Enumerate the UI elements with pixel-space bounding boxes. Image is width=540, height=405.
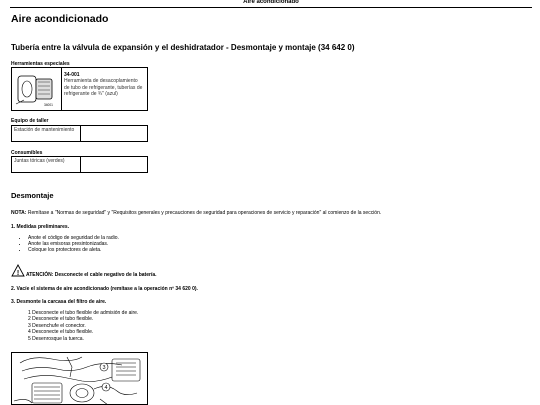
tool-description-cell xyxy=(64,72,144,97)
special-tools-label: Herramientas especiales xyxy=(11,61,70,67)
special-tools-table xyxy=(11,67,148,111)
engine-bay-illustration xyxy=(12,353,148,405)
list-item: 5 Desenrosque la tuerca. xyxy=(28,335,84,342)
warning-text: ATENCIÓN: Desconecte el cable negativo de la batería. xyxy=(26,272,157,278)
tool-number: 34-001 xyxy=(64,72,80,78)
list-item: 3 Desenchufe el conector. xyxy=(28,322,86,329)
list-item: • Anote el código de seguridad de la radio. xyxy=(28,235,119,241)
callout-3-label: 3 xyxy=(102,365,106,371)
callout-4 xyxy=(102,383,110,391)
substeps-list xyxy=(28,310,138,342)
decoupling-tool-illustration xyxy=(14,70,59,108)
preliminary-bullet-list xyxy=(24,235,119,253)
workshop-equipment-label: Equipo de taller xyxy=(11,118,49,124)
svg-text:!: ! xyxy=(16,270,20,277)
engine-bay-figure xyxy=(11,352,148,405)
warning-icon xyxy=(11,264,25,277)
note-text: Remítase a "Normas de seguridad" y "Requisitos generales y precauciones de seguridad para operaciones de servicio y reparación" al comienzo de la sección. xyxy=(26,210,382,216)
consumables-table xyxy=(11,156,148,173)
workshop-equipment-table xyxy=(11,125,148,142)
running-header xyxy=(10,0,532,8)
workshop-equipment-item: Estación de mantenimiento xyxy=(14,127,75,133)
page-title: Aire acondicionado xyxy=(11,13,109,25)
list-item: • Anote las emisoras presintonizadas. xyxy=(28,241,119,247)
tool-description: Herramienta de desacoplamiento de tubo de refrigerante, tuberías de refrigerante de ¾" (azul) xyxy=(64,78,143,97)
note-paragraph xyxy=(11,210,381,216)
running-header-title: Aire acondicionado xyxy=(243,0,299,5)
step-1: 1. Medidas preliminares. xyxy=(11,224,70,230)
tool-image-code: 34001 xyxy=(44,103,53,107)
section-heading: Desmontaje xyxy=(11,191,54,200)
list-item: 2 Desconecte el tubo flexible. xyxy=(28,316,94,323)
step-2: 2. Vacíe el sistema de aire acondicionado (remítase a la operación nº 34 620 0). xyxy=(11,286,198,292)
callout-4-label: 4 xyxy=(104,385,108,391)
page-subtitle: Tubería entre la válvula de expansión y el deshidratador - Desmontaje y montaje (34 642 0) xyxy=(11,43,355,52)
list-item: • Coloque los protectores de aleta. xyxy=(28,247,119,253)
callout-3 xyxy=(100,363,108,371)
note-label: NOTA: xyxy=(11,210,27,216)
consumables-item: Juntas tóricas (verdes) xyxy=(14,158,65,164)
step-3: 3. Desmonte la carcasa del filtro de aire. xyxy=(11,299,107,305)
list-item: 4 Desconecte el tubo flexible. xyxy=(28,329,94,336)
list-item: 1 Desconecte el tubo flexible de admisión de aire. xyxy=(28,310,139,316)
consumables-label: Consumibles xyxy=(11,150,43,156)
